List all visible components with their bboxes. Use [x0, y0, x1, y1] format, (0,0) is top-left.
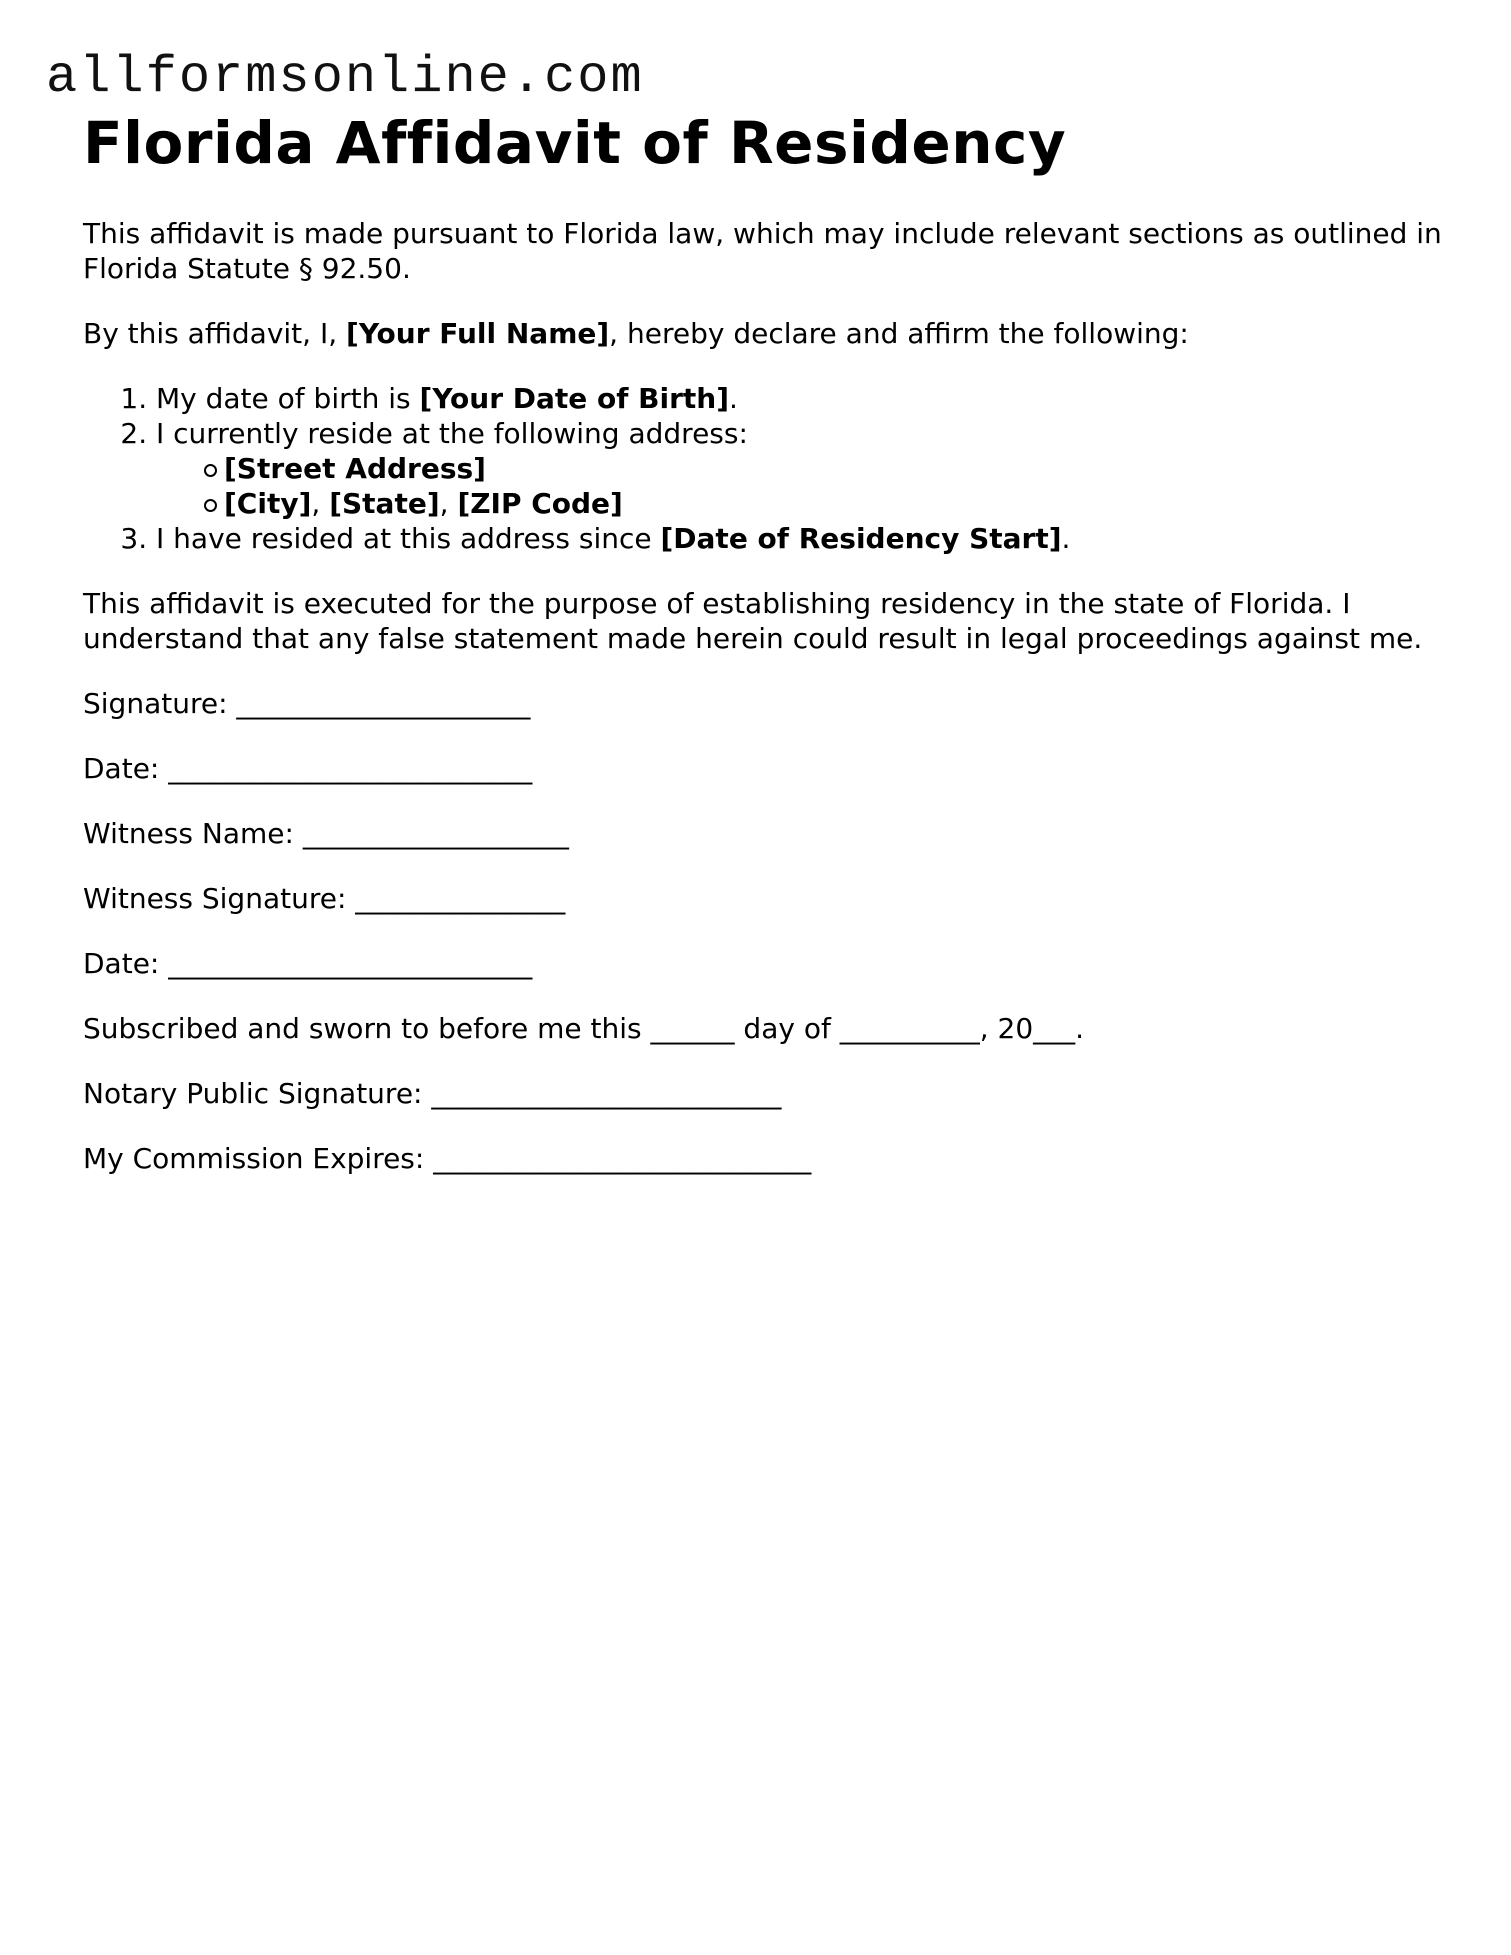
city-placeholder: [City]	[224, 487, 312, 520]
dob-placeholder: [Your Date of Birth]	[419, 382, 730, 415]
sworn-statement-field[interactable]: Subscribed and sworn to before me this ______ day of __________, 20___.	[83, 1012, 1085, 1045]
address-intro: I currently reside at the following address:	[156, 417, 748, 450]
site-watermark: allformsonline.com	[46, 48, 644, 107]
declaration-suffix: , hereby declare and affirm the following:	[609, 317, 1189, 350]
dob-prefix: My date of birth is	[156, 382, 420, 415]
full-name-placeholder: [Your Full Name]	[346, 317, 610, 350]
list-item-residency-start	[156, 521, 1443, 556]
since-suffix: .	[1061, 522, 1071, 555]
date-field[interactable]: Date: __________________________	[83, 752, 533, 785]
document-title: Florida Affidavit of Residency	[83, 109, 1067, 177]
city-state-zip-item	[224, 486, 1443, 521]
witness-name-field[interactable]: Witness Name: ___________________	[83, 817, 569, 850]
zip-placeholder: [ZIP Code]	[457, 487, 623, 520]
separator: ,	[439, 487, 458, 520]
declaration-prefix: By this affidavit, I,	[83, 317, 347, 350]
residency-start-placeholder: [Date of Residency Start]	[660, 522, 1062, 555]
signature-field[interactable]: Signature: _____________________	[83, 687, 531, 720]
notary-signature-field[interactable]: Notary Public Signature: _________________________	[83, 1077, 782, 1110]
address-sublist	[156, 451, 1443, 521]
street-placeholder: [Street Address]	[224, 452, 486, 485]
dob-suffix: .	[729, 382, 738, 415]
witness-date-field[interactable]: Date: __________________________	[83, 947, 533, 980]
intro-paragraph: This affidavit is made pursuant to Florida law, which may include relevant sections as outlined in Florida Statute § 92.50.	[83, 217, 1442, 285]
list-item-dob	[156, 381, 1443, 416]
witness-signature-field[interactable]: Witness Signature: _______________	[83, 882, 566, 915]
since-prefix: I have resided at this address since	[156, 522, 661, 555]
declaration-paragraph	[83, 316, 1443, 351]
street-address-item	[224, 451, 1443, 486]
declaration-list	[83, 381, 1443, 556]
commission-expires-field[interactable]: My Commission Expires: ___________________________	[83, 1142, 812, 1175]
list-item-address	[156, 416, 1443, 521]
separator: ,	[311, 487, 330, 520]
state-placeholder: [State]	[329, 487, 440, 520]
affidavit-document	[83, 108, 1443, 1176]
purpose-paragraph: This affidavit is executed for the purpose of establishing residency in the state of Florida. I understand that any false statement made herein could result in legal proceedings against me.	[83, 587, 1423, 655]
